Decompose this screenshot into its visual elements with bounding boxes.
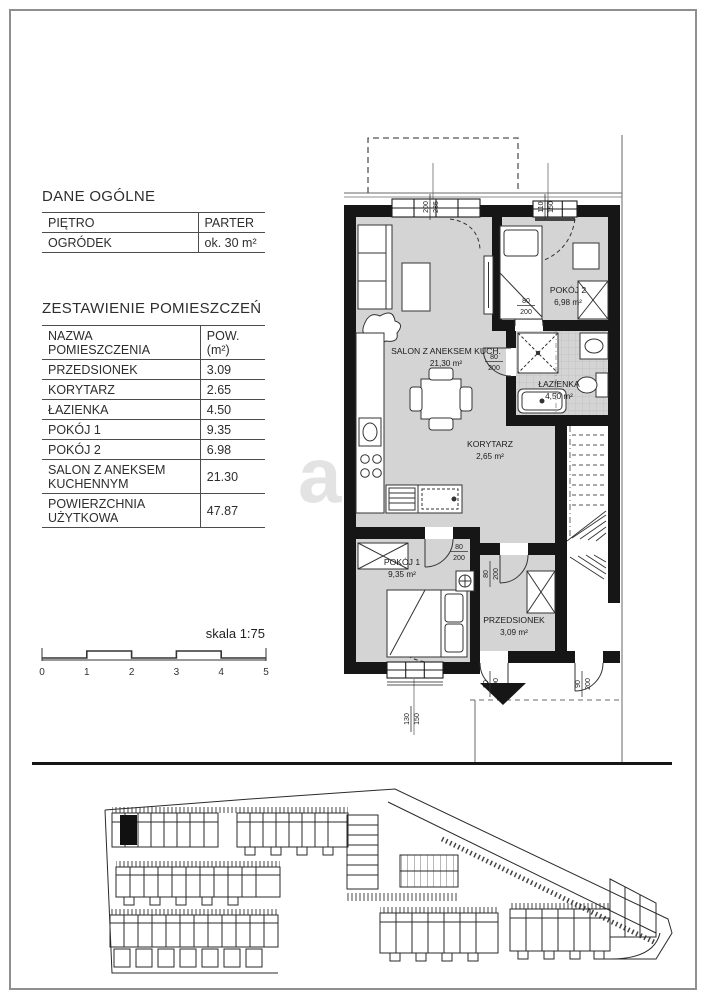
boiler-icon xyxy=(456,571,474,591)
table-row-total xyxy=(42,494,265,528)
przedsionek-door-opening xyxy=(500,543,528,555)
info-value: PARTER xyxy=(198,213,265,233)
svg-text:200: 200 xyxy=(423,201,430,213)
svg-text:200: 200 xyxy=(520,309,532,316)
room-area: 9.35 xyxy=(200,420,265,440)
svg-text:200: 200 xyxy=(488,365,500,372)
room-label-lazienka: ŁAZIENKA xyxy=(538,379,580,389)
watermark: a xyxy=(298,431,342,519)
shower-icon xyxy=(518,333,558,373)
table-header-row xyxy=(42,326,265,360)
column-header-area: POW. (m²) xyxy=(200,326,265,360)
fence-hatch xyxy=(380,907,498,913)
pokoj1-window xyxy=(387,662,443,685)
general-info-title: DANE OGÓLNE xyxy=(42,188,156,205)
room-area-lazienka: 4,50 m² xyxy=(545,392,573,401)
svg-text:80: 80 xyxy=(522,298,530,305)
building-row-b xyxy=(116,861,280,905)
info-label: PIĘTRO xyxy=(42,213,198,233)
room-area: 3.09 xyxy=(200,360,265,380)
room-name: KORYTARZ xyxy=(42,380,200,400)
highlighted-unit xyxy=(120,815,137,845)
table-row xyxy=(42,440,265,460)
room-label-korytarz: KORYTARZ xyxy=(467,439,513,449)
svg-text:200: 200 xyxy=(493,678,500,690)
side-table-icon xyxy=(573,243,599,269)
room-label-przedsionek: PRZEDSIONEK xyxy=(483,615,545,625)
room-area: 47.87 xyxy=(200,494,265,528)
pokoj1-door-opening xyxy=(425,527,453,539)
table-row xyxy=(42,380,265,400)
svg-text:80: 80 xyxy=(455,544,463,551)
svg-text:90: 90 xyxy=(575,680,582,688)
svg-text:80: 80 xyxy=(490,354,498,361)
svg-text:200: 200 xyxy=(493,568,500,580)
room-area: 21.30 xyxy=(200,460,265,494)
washbasin-icon xyxy=(580,333,608,359)
building-row-a xyxy=(112,807,348,855)
kitchen-cabinet-icon xyxy=(418,485,462,513)
room-area: 6.98 xyxy=(200,440,265,460)
svg-text:90: 90 xyxy=(483,680,490,688)
stairs xyxy=(567,426,606,579)
room-name: PRZEDSIONEK xyxy=(42,360,200,380)
room-area: 2.65 xyxy=(200,380,265,400)
scale-tick: 3 xyxy=(173,667,180,678)
room-area-przedsionek: 3,09 m² xyxy=(500,628,528,637)
bed-icon xyxy=(387,590,467,657)
room-name: POWIERZCHNIA UŻYTKOWA xyxy=(42,494,200,528)
neighbor-entry-opening xyxy=(575,651,603,663)
building-row-c xyxy=(110,909,278,967)
column-header-name: NAZWA POMIESZCZENIA xyxy=(42,326,200,360)
kitchen-counter-icon xyxy=(356,333,384,513)
room-label-salon: SALON Z ANEKSEM KUCH. xyxy=(391,346,501,356)
svg-text:200: 200 xyxy=(585,678,592,690)
wedge-building xyxy=(610,879,656,937)
svg-text:150: 150 xyxy=(414,713,421,725)
tv-icon xyxy=(484,256,493,314)
coffee-table-icon xyxy=(402,263,430,311)
wardrobe-icon xyxy=(527,571,555,613)
dim-pokoj1-window xyxy=(404,706,421,732)
room-area: 4.50 xyxy=(200,400,265,420)
scale-label: skala 1:75 xyxy=(205,626,265,641)
info-value: ok. 30 m² xyxy=(198,233,265,253)
table-row xyxy=(42,420,265,440)
svg-text:235: 235 xyxy=(433,201,440,213)
scale-tick: 1 xyxy=(84,667,90,678)
retaining-hatch-line xyxy=(442,839,656,943)
section-divider xyxy=(32,762,672,765)
dim-neighbor-entry-door xyxy=(575,671,592,697)
room-name: ŁAZIENKA xyxy=(42,400,200,420)
site-plan-drawing xyxy=(50,775,690,987)
fence-hatch xyxy=(110,909,278,915)
room-name: POKÓJ 2 xyxy=(42,440,200,460)
table-row xyxy=(42,360,265,380)
table-row xyxy=(42,213,265,233)
scale-bar xyxy=(38,644,272,680)
room-area-pokoj2: 6,98 m² xyxy=(554,298,582,307)
room-area-salon: 21,30 m² xyxy=(429,359,463,368)
room-name: POKÓJ 1 xyxy=(42,420,200,440)
floorplan-drawing xyxy=(330,123,630,768)
table-row xyxy=(42,233,265,253)
svg-text:130: 130 xyxy=(404,713,411,725)
table-row xyxy=(42,460,265,494)
entry-door-opening xyxy=(480,651,508,663)
pokoj2-door-opening xyxy=(515,320,543,331)
svg-text:200: 200 xyxy=(453,555,465,562)
fence-hatch xyxy=(112,807,348,813)
fence-hatch xyxy=(510,903,610,909)
room-area-pokoj1: 9,35 m² xyxy=(388,570,416,579)
building-row-d xyxy=(380,907,498,961)
general-info-table xyxy=(42,212,265,253)
info-label: OGRÓDEK xyxy=(42,233,198,253)
lazienka-door-opening xyxy=(506,348,516,376)
bed-icon xyxy=(500,226,542,319)
room-summary-table xyxy=(42,325,265,528)
table-row xyxy=(42,400,265,420)
room-area-korytarz: 2,65 m² xyxy=(476,452,504,461)
building-row-e xyxy=(510,903,610,959)
svg-text:150: 150 xyxy=(548,201,555,213)
scale-tick: 2 xyxy=(128,667,135,678)
svg-text:80: 80 xyxy=(483,570,490,578)
room-label-pokoj2: POKÓJ 2 xyxy=(549,285,587,295)
room-label-pokoj1: POKÓJ 1 xyxy=(383,557,421,567)
scale-tick: 0 xyxy=(39,667,45,678)
room-summary-title: ZESTAWIENIE POMIESZCZEŃ xyxy=(42,300,262,317)
terrace-dashed-outline xyxy=(368,138,518,193)
przedsionek-furniture xyxy=(527,571,555,613)
fence-hatch xyxy=(116,861,280,867)
scale-tick: 4 xyxy=(218,667,224,678)
room-name: SALON Z ANEKSEM KUCHENNYM xyxy=(42,460,200,494)
scale-tick: 5 xyxy=(263,667,269,678)
washing-machine-icon xyxy=(386,485,418,513)
svg-text:110: 110 xyxy=(538,201,545,213)
